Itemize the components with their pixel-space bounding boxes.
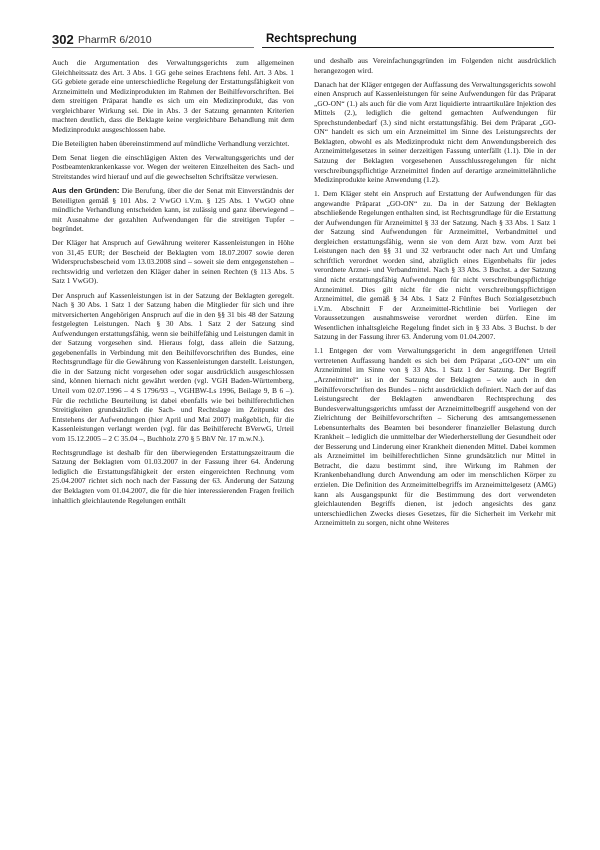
paragraph: Die Beteiligten haben übereinstimmend auf mündliche Verhandlung verzichtet.	[52, 138, 290, 148]
section-title: Rechtsprechung	[266, 33, 357, 45]
reasons-text: Die Berufung, über die der Senat mit Einverständnis der Beteiligten gemäß § 101 Abs. 2 VwGO i.V.m. § 125 Abs. 1 VwGO ohne mündliche Verhandlung entscheiden kann, ist zulässig und ganz überwiegend – mit Ausnahme der gezahlten Aufwendungen für die streitigen Tupfer – begründet.	[52, 186, 295, 234]
paragraph: Danach hat der Kläger entgegen der Auffassung des Verwaltungsgerichts sowohl einen Anspruch auf Kassenleistungen für seine Aufwendungen für das Präparat „GO-ON“ (1.) als auch für die vom Arzt liquidierte intraartikuläre Injektion des Mittels (2.), lediglich die geltend gemachten Aufwendungen für Sprechstundenbedarf (3.) sind nicht erstattungsfähig. Bei dem Präparat „GO-ON“ handelt es sich um ein Arzneimittel im Sinne des Leistungsrechts der Beklagten, obwohl es als Medizinprodukt nicht dem Anwendungsbereich des Arzneimittelgesetzes in seiner derzeitigen Fassung unterfällt (1.1). Die in der Satzung der Beklagten vorgesehenen Ausschlussregelungen für nicht verschreibungspflichtige Arzneimittel finden auf derartige arzneimittelähnliche Medizinprodukte keine Anwendung (1.2).	[314, 79, 556, 185]
paragraph: Rechtsgrundlage ist deshalb für den überwiegenden Erstattungszeitraum die Satzung der Beklagten vom 01.03.2007 in der Fassung ihrer 64. Änderung lediglich die Erstattungsfähigkeit der ersten eingereichten Rechnung vom 25.04.2007 richtet sich noch nach der Fassung der 63. Änderung der Satzung der Beklagten vom 01.04.2007, die für die hier interessierenden Fragen freilich inhaltlich gleichlautende Regelungen enthält	[52, 447, 294, 505]
header-rule-right	[262, 47, 554, 48]
paragraph: Der Kläger hat Anspruch auf Gewährung weiterer Kassenleistungen in Höhe von 31,45 EUR; der Bescheid der Beklagten vom 18.07.2007 sowie deren Widerspruchsbescheid vom 13.03.2008 sind – soweit sie dem entgegenstehen – rechtswidrig und verletzen den Kläger daher in seinen Rechten (§ 113 Abs. 5 Satz 1 VwGO).	[52, 238, 294, 286]
header-rule-left	[52, 47, 254, 48]
reasons-lead: Aus den Gründen:	[52, 186, 120, 196]
paragraph: Auch die Argumentation des Verwaltungsgerichts zum allgemeinen Gleichheitssatz des Art. 3 Abs. 1 GG gehe seines Erachtens fehl. Art. 3 Abs. 1 GG gebiete gerade eine unterschiedliche Regelung der Erstattungsfähigkeit von Arzneimitteln und Medizinprodukten im Rahmen der Beihilfevorschriften. Bei dem streitigen Präparat handle es sich um ein Medizinprodukt, das von vergleichbarer Wirkung sei. Die in Abs. 3 der Satzung genannten Kriterien machten deutlich, dass die Beklagte keine vergleichbare Behandlung mit dem Medizinprodukt ausgeschlossen habe.	[52, 58, 294, 134]
paragraph: 1. Dem Kläger steht ein Anspruch auf Erstattung der Aufwendungen für das angewandte Präparat „GO-ON“ zu. Da in der Satzung der Beklagten abschließende Regelungen enthalten sind, ist Rechtsgrundlage für die Erstattung der Aufwendungen für Arzneimittel § 33 der Satzung. Nach § 33 Abs. 1 Satz 1 der Satzung sind Aufwendungen für Arzneimittel, Verbandmittel und dergleichen erstattungsfähig, wenn sie von dem Arzt bzw. vom Arzt bei Leistungen nach den §§ 31 und 32 verbraucht oder nach Art und Umfang schriftlich verordnet worden sind, abzüglich eines Eigenbehalts für jedes verordnete Arznei- und Verbandmittel. Nach § 33 Abs. 3 Buchst. a der Satzung sind nicht erstattungsfähig Aufwendungen für nicht verschreibungspflichtige Arzneimittel. Dies gilt nicht für die nicht verschreibungspflichtigen Arzneimittel, die gemäß § 34 Abs. 1 Satz 2 Fünftes Buch Sozialgesetzbuch i.V.m. Abschnitt F der Arzneimittel-Richtlinie bei Vorliegen der Voraussetzungen ausnahmsweise verordnet werden dürfen. Eine im Wesentlichen inhaltsgleiche Regelung findet sich in § 33 Abs. 3 Buchst. b der Satzung in der Fassung ihrer 63. Änderung vom 01.04.2007.	[314, 189, 556, 342]
page-number: 302	[52, 32, 74, 47]
paragraph: Der Anspruch auf Kassenleistungen ist in der Satzung der Beklagten geregelt. Nach § 30 Abs. 1 Satz 1 der Satzung haben die Mitglieder für sich und ihre mitversicherten Angehörigen Anspruch auf die in den §§ 31 bis 48 der Satzung festgelegten Leistungen. Nach § 30 Abs. 1 Satz 2 der Satzung sind Aufwendungen erstattungsfähig, wenn sie beihilfefähig und Leistungen damit in der Satzung vorgesehen sind. Hieraus folgt, dass allein die Satzung, gegebenenfalls in Verbindung mit den Beihilfevorschriften des Bundes, eine Rechtsgrundlage für die Gewährung von Kassenleistungen darstellt. Leistungen, die in der Satzung nicht vorgesehen oder sogar ausdrücklich ausgeschlossen sind, können hiernach nicht gewährt werden (vgl. VGH Baden-Württemberg, Urteil vom 02.07.1996 – 4 S 1796/93 –, VGHBW-Ls 1996, Beilage 9, B 6 –). Für die rechtliche Beurteilung ist dabei ebenfalls wie bei beihilferechtlichen Streitigkeiten grundsätzlich die Sach- und Rechtslage im Zeitpunkt des Entstehens der Aufwendungen (hier April und Mai 2007) maßgeblich, für die Kassenleistungen verlangt werden (vgl. für das Beihilferecht BVerwG, Urteil vom 15.12.2005 – 2 C 35.04 –, Buchholz 270 § 5 BhV Nr. 17 m.w.N.).	[52, 290, 294, 443]
paragraph-reasons	[52, 186, 294, 234]
page-header	[52, 30, 554, 52]
right-column	[314, 56, 556, 532]
left-column	[52, 58, 294, 510]
paragraph: und deshalb aus Vereinfachungsgründen im Folgenden nicht ausdrücklich herangezogen wird.	[314, 56, 556, 75]
paragraph: Dem Senat liegen die einschlägigen Akten des Verwaltungsgerichts und der Postbeamtenkrankenkasse vor. Wegen der weiteren Einzelheiten des Sach- und Streitstandes wird hierauf und auf die gewechselten Schriftsätze verwiesen.	[52, 152, 294, 182]
paragraph: 1.1 Entgegen der vom Verwaltungsgericht in dem angegriffenen Urteil vertretenen Auffassung handelt es sich bei dem Präparat „GO-ON“ um ein Arzneimittel im Sinne von § 33 Abs. 1 Satz 1 der Satzung. Der Begriff „Arzneimittel“ ist in der Satzung der Beklagten – wie auch in den Beihilfevorschriften des Bundes – nicht ausdrücklich definiert. Nach der auf das Leistungsrecht der Beklagten anwendbaren Rechtsprechung des Bundesverwaltungsgerichts umfasst der Arzneimittelbegriff ausgehend von der Zielrichtung der Beihilfevorschriften – Sicherung des amtsangemessenen Lebensunterhalts des Beamten bei besonderer finanzieller Belastung durch Krankheit – lediglich die unmittelbar der Wiederherstellung der Gesundheit oder der Besserung und Linderung einer Krankheit dienenden Mittel. Dabei kommen als Arzneimittel im beihilferechtlichen Sinne grundsätzlich nur Mittel in Betracht, die dazu bestimmt sind, ihre Wirkung im Rahmen der Krankenbehandlung durch Anwendung am oder im menschlichen Körper zu erzielen. Die Definition des Arzneimittelbegriffs im Arzneimittelgesetz (AMG) kann als Ausgangspunkt für die Bestimmung des dort verwendeten gleichlautenden Begriffs dienen, ist jedoch angesichts des ganz unterschiedlichen Zwecks dieses Gesetzes, für die Sicherheit im Verkehr mit Arzneimitteln zu sorgen, nicht ohne Weiteres	[314, 346, 556, 528]
journal-reference: PharmR 6/2010	[78, 34, 152, 46]
